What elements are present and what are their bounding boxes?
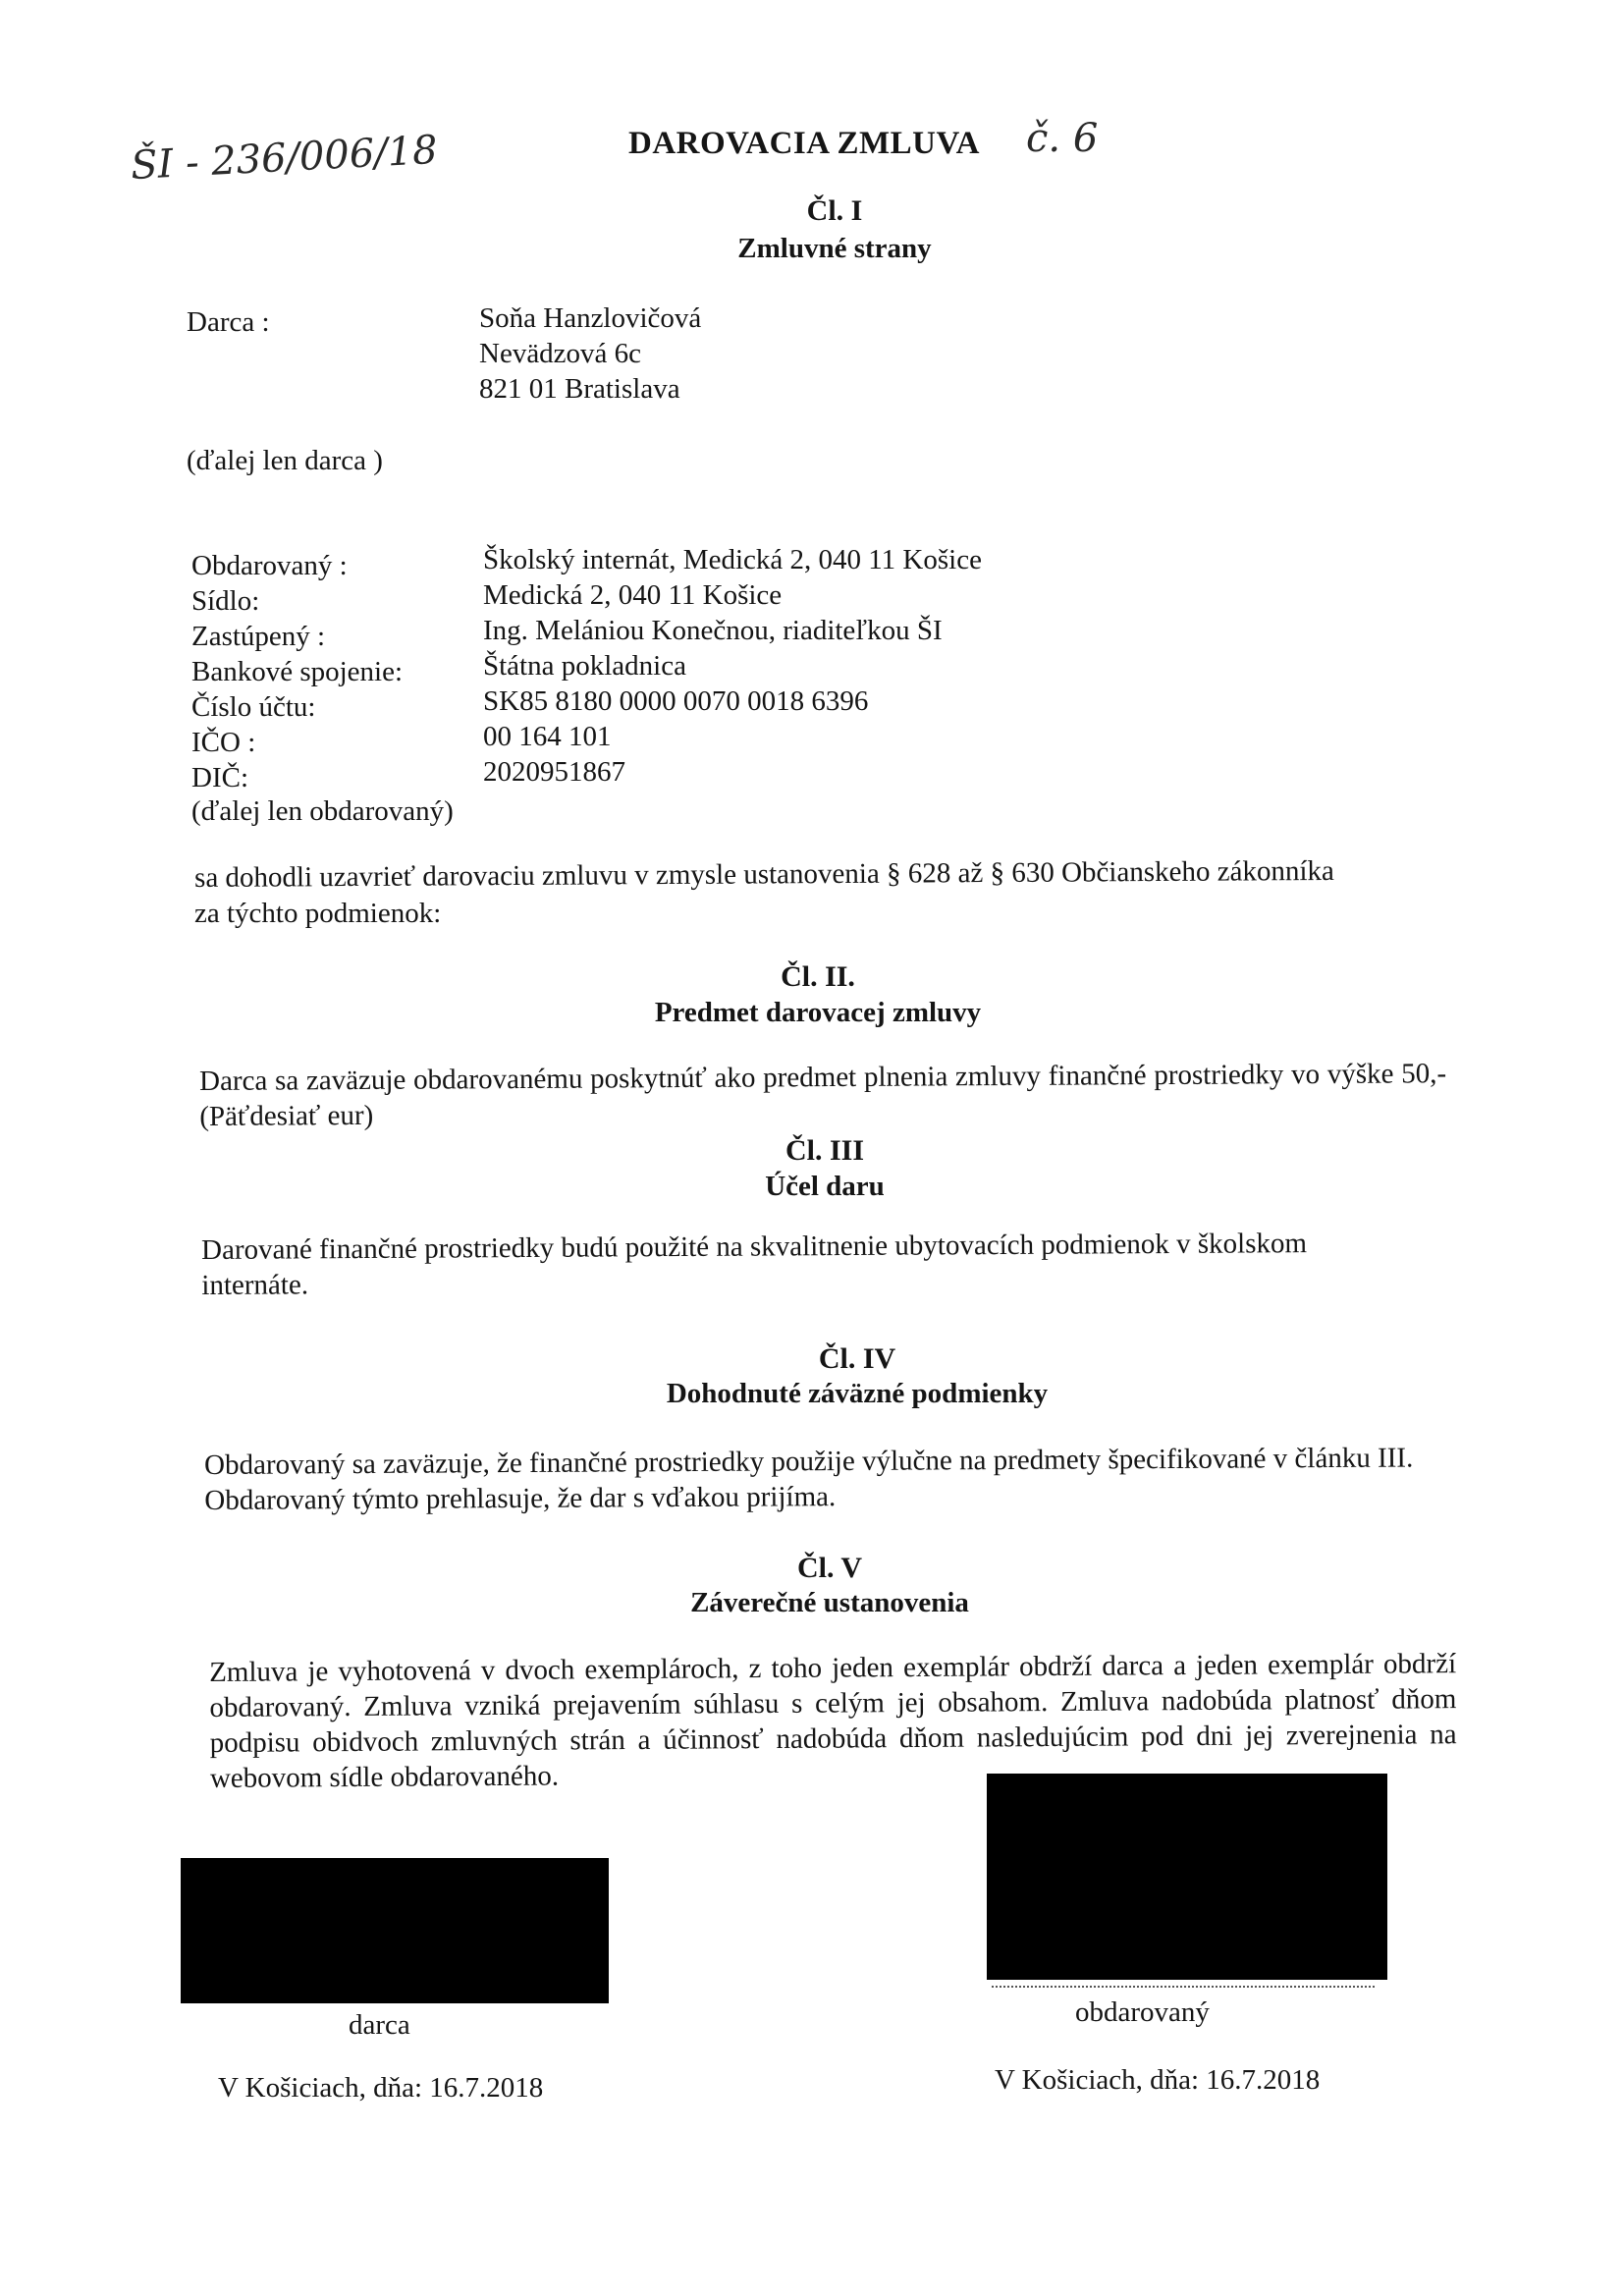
bank-label: Bankové spojenie: [191,656,404,687]
dic-label: DIČ: [191,762,248,793]
article-5-number: Čl. V [796,1552,863,1584]
seat-label: Sídlo: [191,585,260,617]
recipient-label: Obdarovaný : [191,550,348,581]
article-2-number: Čl. II. [781,960,855,993]
recipient-alias: (ďalej len obdarovaný) [191,795,454,827]
donor-name: Soňa Hanzlovičová [479,302,702,334]
dic-value: 2020951867 [483,756,625,788]
donor-city: 821 01 Bratislava [479,373,680,405]
donor-alias: (ďalej len darca ) [187,445,383,476]
article-5-title: Záverečné ustanovenia [690,1587,969,1618]
ico-label: IČO : [191,727,256,758]
article-5-text: Zmluva je vyhotovená v dvoch exemplároch, z toho jeden exemplár obdrží darca a jeden exemplár obdrží obdarovaný. Zmluva vzniká prejavením súhlasu s celým jej obsahom. Zmluva nadobúda platnosť dňom podpisu obidvoch zmluvných strán a účinnosť nadobúda dňom nasledujúcim pod dni jej zverejnenia na webovom sídle obdarovaného. [209,1648,1457,1794]
article-1-title: Zmluvné strany [737,233,932,264]
account-value: SK85 8180 0000 0070 0018 6396 [483,685,869,717]
intro-line-2: za týchto podmienok: [194,898,442,929]
seat-value: Medická 2, 040 11 Košice [483,579,783,611]
handwritten-reference-number: ŠI - 236/006/18 [130,127,439,190]
recipient-signature-label: obdarovaný [1075,1996,1210,2028]
recipient-signature-line [992,1986,1375,1988]
article-2-title: Predmet darovacej zmluvy [654,997,982,1028]
representative-label: Zastúpený : [191,621,326,652]
recipient-place-date: V Košiciach, dňa: 16.7.2018 [995,2064,1321,2096]
document-title: DAROVACIA ZMLUVA [628,126,980,161]
article-3-number: Čl. III [784,1134,865,1167]
donor-street: Nevädzová 6c [479,338,642,369]
article-3-title: Účel daru [765,1171,885,1202]
recipient-signature-redaction [987,1774,1387,1980]
article-2-text: Darca sa zaväzuje obdarovanému poskytnúť ako predmet plnenia zmluvy finančné prostriedky vo výške 50,- (Päťdesiať eur) [199,1058,1447,1132]
article-3-text: Darované finančné prostriedky budú použité na skvalitnenie ubytovacích podmienok v školskom internáte. [201,1228,1308,1301]
representative-value: Ing. Melániou Konečnou, riaditeľkou ŠI [483,615,943,646]
article-4-number: Čl. IV [818,1342,896,1375]
ico-value: 00 164 101 [483,721,612,752]
recipient-value: Školský internát, Medická 2, 040 11 Košice [483,544,982,575]
intro-line-1: sa dohodli uzavrieť darovaciu zmluvu v zmysle ustanovenia § 628 až § 630 Občianskeho zákonníka [194,854,1334,894]
donor-label: Darca : [187,306,270,338]
article-4-title: Dohodnuté záväzné podmienky [666,1378,1049,1409]
donor-place-date: V Košiciach, dňa: 16.7.2018 [218,2072,544,2104]
account-label: Číslo účtu: [191,691,316,723]
donor-signature-label: darca [349,2009,410,2041]
article-4-text: Obdarovaný sa zaväzuje, že finančné prostriedky použije výlučne na predmety špecifikované v článku III. Obdarovaný týmto prehlasuje, že dar s vďakou prijíma. [204,1442,1414,1516]
handwritten-contract-number: č. 6 [1026,116,1099,161]
article-1-number: Čl. I [806,194,863,227]
bank-value: Štátna pokladnica [483,650,686,682]
donor-signature-redaction [181,1858,609,2003]
